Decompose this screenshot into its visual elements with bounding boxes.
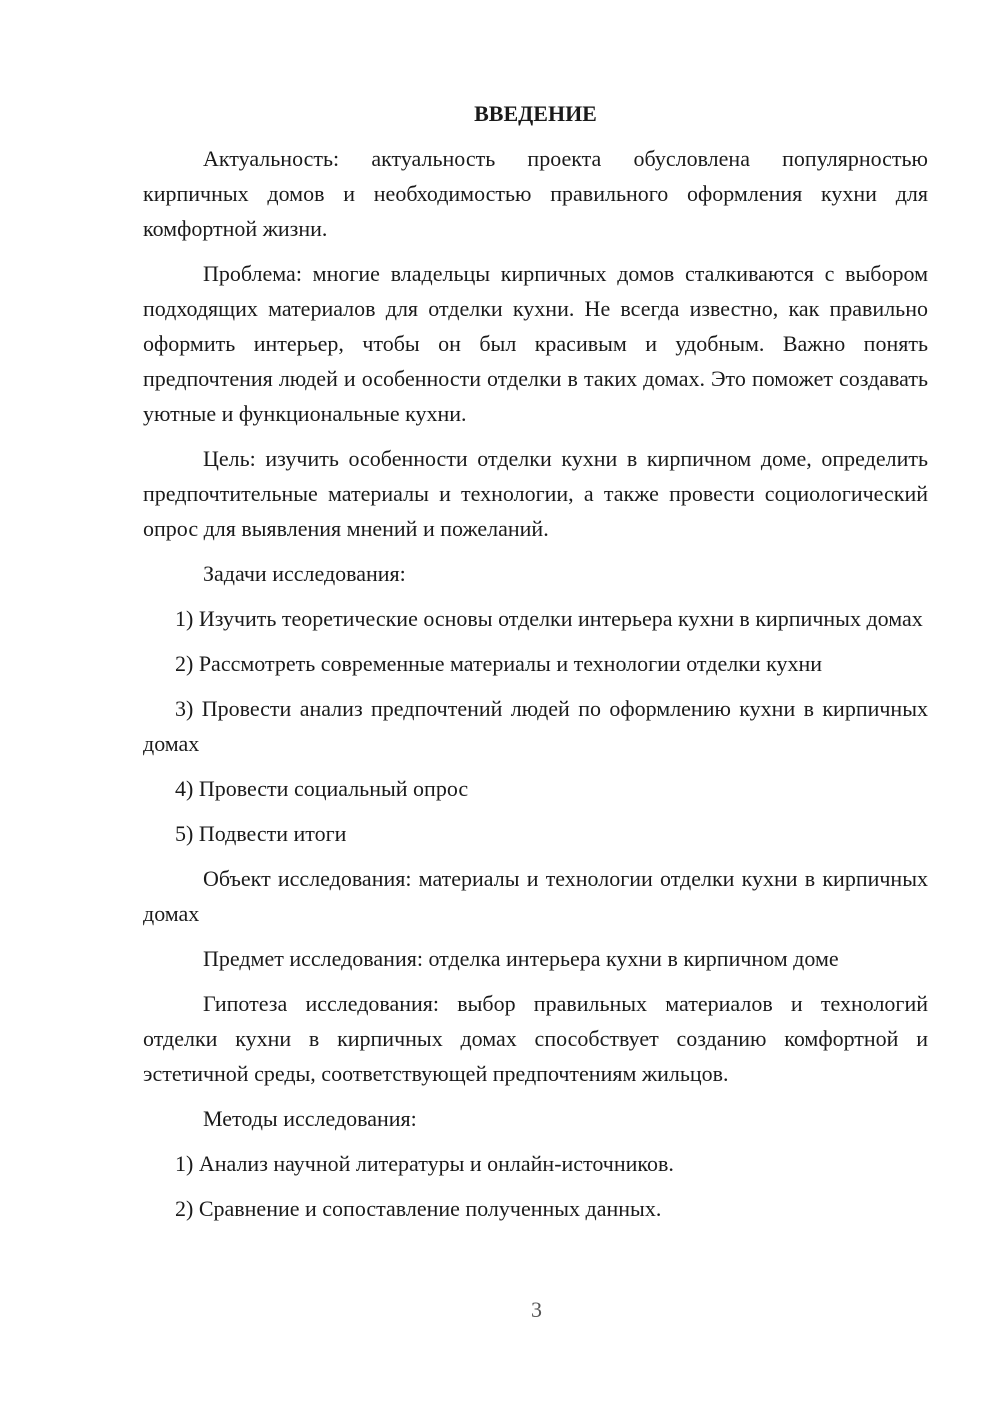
goal-paragraph: Цель: изучить особенности отделки кухни в кирпичном доме, определить предпочтительные материалы и технологии, а также провести социологический опрос для выявления мнений и пожеланий. bbox=[143, 446, 928, 541]
task-item: 4) Провести социальный опрос bbox=[175, 776, 469, 801]
method-item: 2) Сравнение и сопоставление полученных данных. bbox=[175, 1196, 662, 1221]
section-title: ВВЕДЕНИЕ bbox=[474, 101, 597, 126]
task-item: 2) Рассмотреть современные материалы и технологии отделки кухни bbox=[175, 651, 823, 676]
tasks-heading: Задачи исследования: bbox=[203, 561, 406, 586]
task-item: 3) Провести анализ предпочтений людей по оформлению кухни в кирпичных домах bbox=[143, 696, 928, 756]
object-paragraph: Объект исследования: материалы и технологии отделки кухни в кирпичных домах bbox=[143, 866, 928, 926]
method-item: 1) Анализ научной литературы и онлайн-источников. bbox=[175, 1151, 674, 1176]
page-number: 3 bbox=[531, 1297, 542, 1322]
subject-paragraph: Предмет исследования: отделка интерьера кухни в кирпичном доме bbox=[203, 946, 839, 971]
task-item: 1) Изучить теоретические основы отделки интерьера кухни в кирпичных домах bbox=[175, 606, 923, 631]
hypothesis-paragraph: Гипотеза исследования: выбор правильных материалов и технологий отделки кухни в кирпичных домах способствует созданию комфортной и эстетичной среды, соответствующей предпочтениям жильцов. bbox=[143, 991, 928, 1086]
page-content bbox=[143, 96, 928, 1236]
methods-heading: Методы исследования: bbox=[203, 1106, 417, 1131]
problem-paragraph: Проблема: многие владельцы кирпичных домов сталкиваются с выбором подходящих материалов для отделки кухни. Не всегда известно, как правильно оформить интерьер, чтобы он был красивым и удобным. Важно понять предпочтения людей и особенности отделки в таких домах. Это поможет создавать уютные и функциональные кухни. bbox=[143, 261, 928, 426]
relevance-paragraph: Актуальность: актуальность проекта обусловлена популярностью кирпичных домов и необходимостью правильного оформления кухни для комфортной жизни. bbox=[143, 146, 928, 241]
task-item: 5) Подвести итоги bbox=[175, 821, 347, 846]
